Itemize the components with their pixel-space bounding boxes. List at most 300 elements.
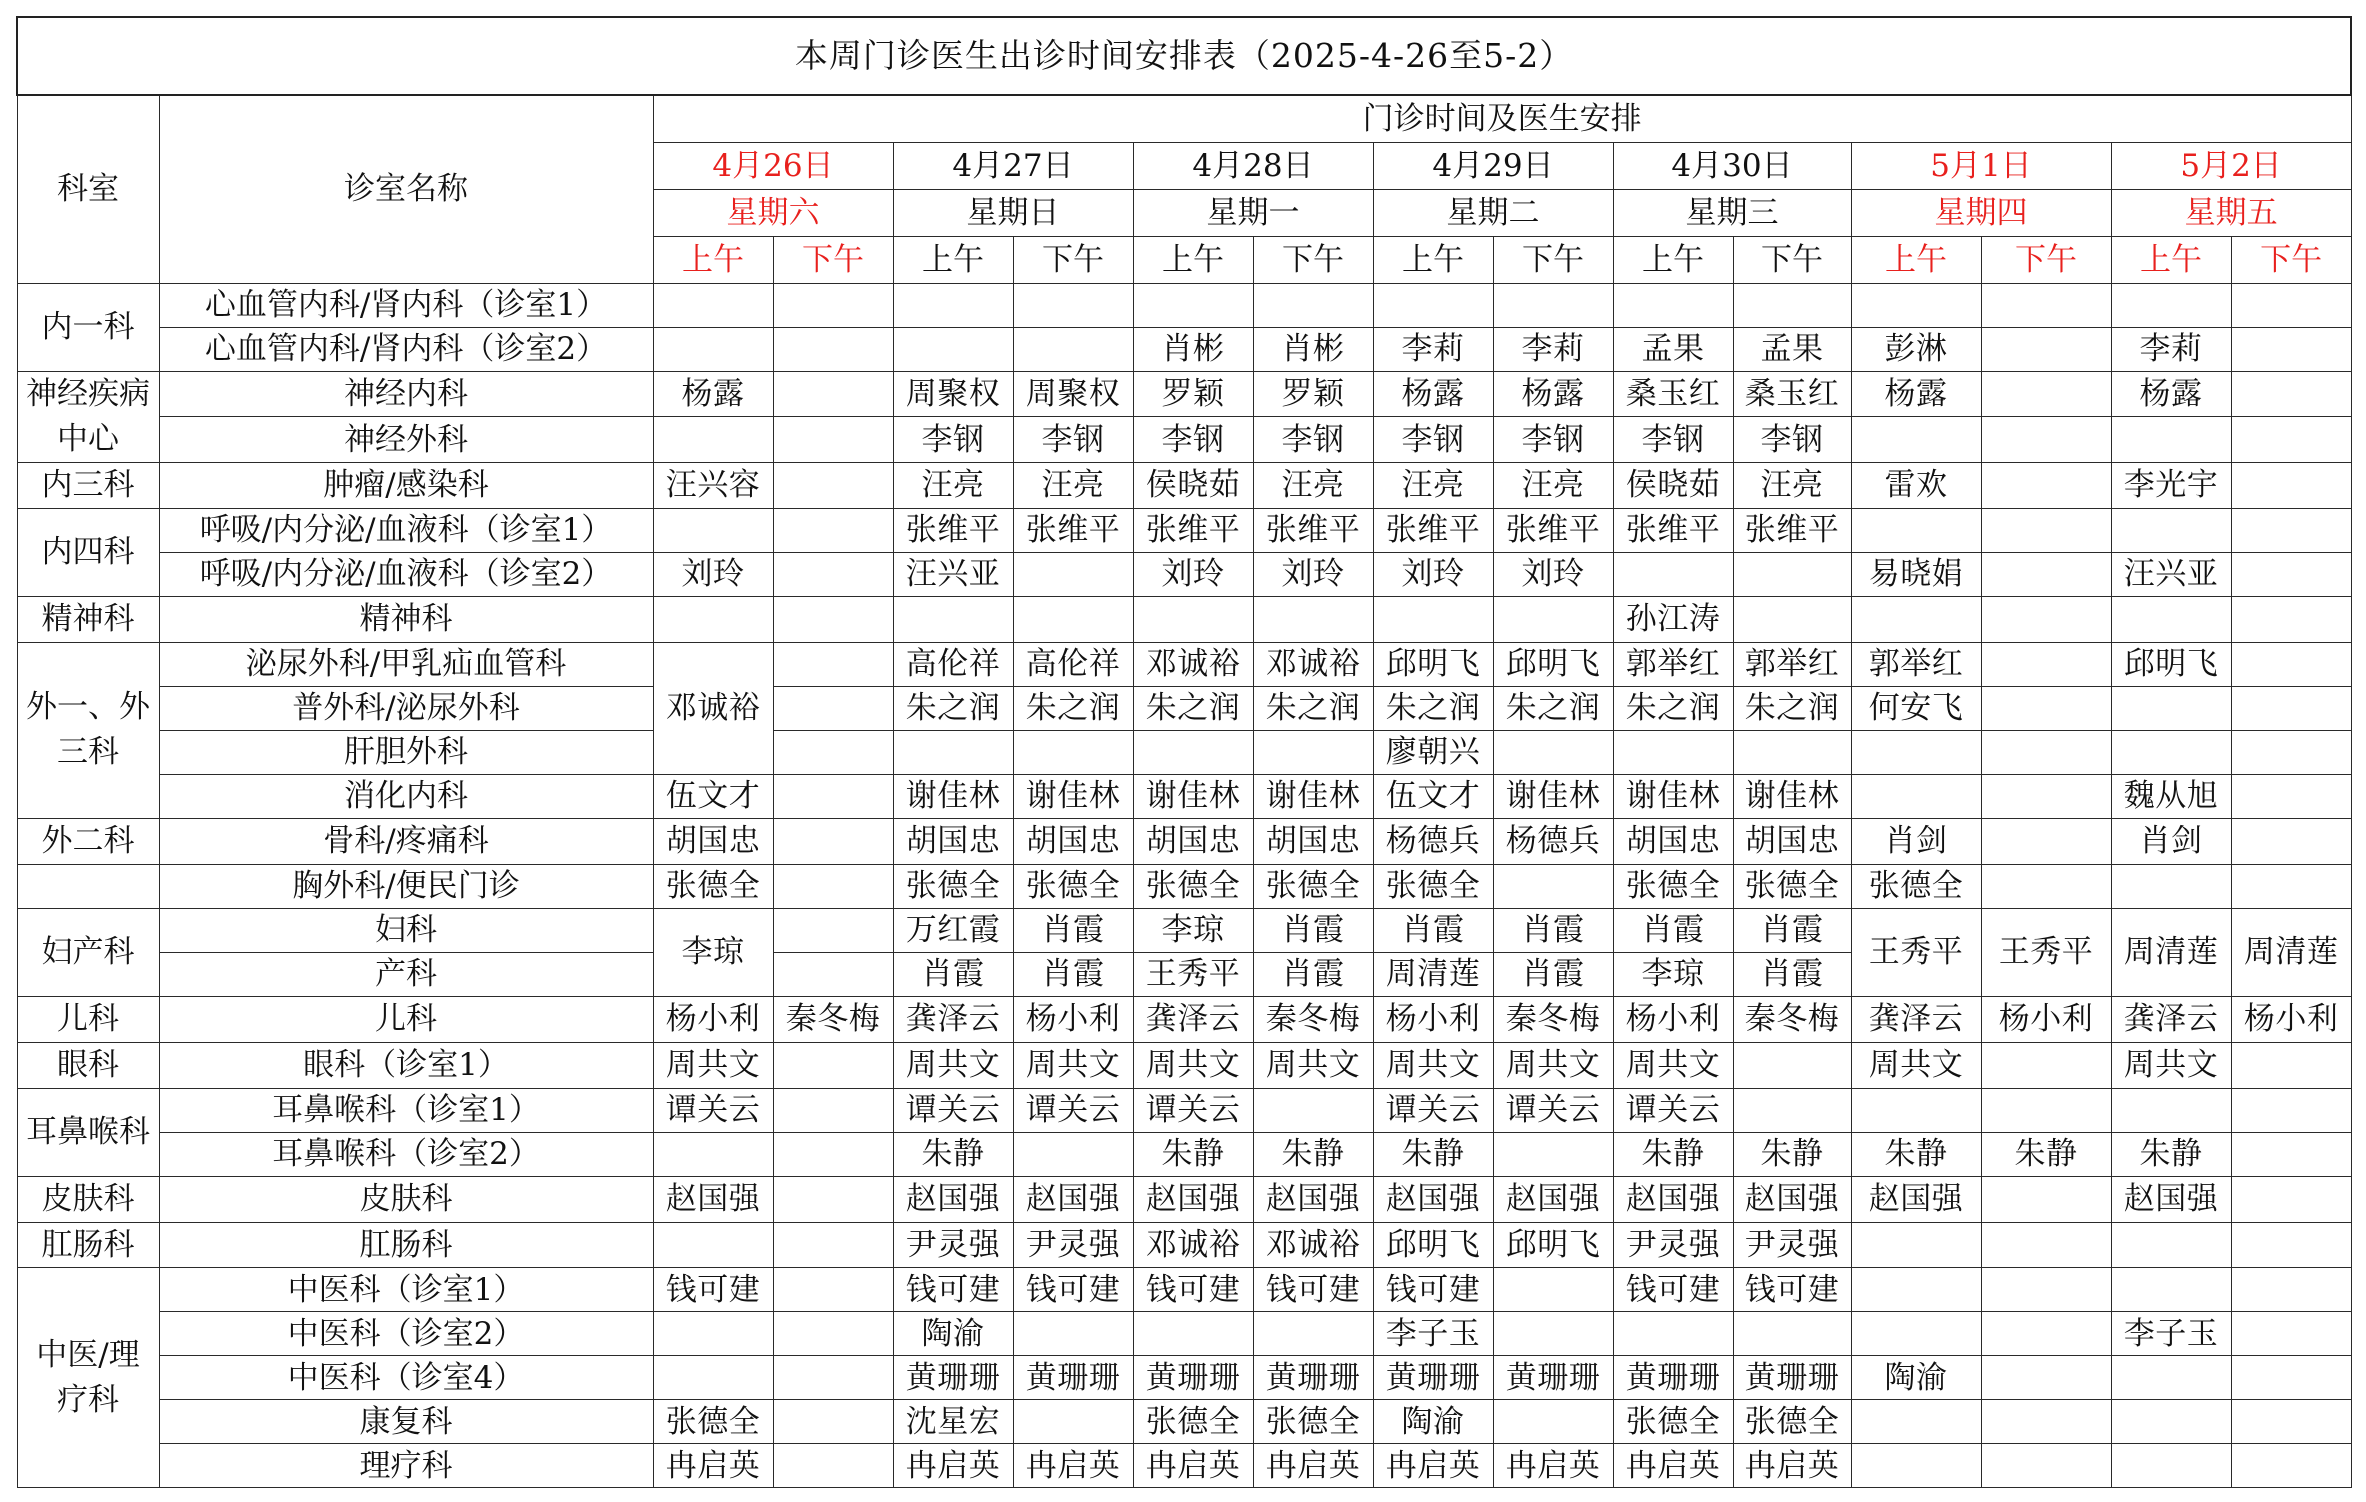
dept-name: 肛肠科 [17, 1222, 159, 1268]
doctor-cell: 邓诚裕 [1253, 642, 1373, 686]
doctor-cell: 周清莲 [2231, 908, 2351, 996]
doctor-cell: 肖霞 [1733, 908, 1851, 952]
dept-name: 内三科 [17, 462, 159, 508]
doctor-cell [1253, 1088, 1373, 1132]
doctor-cell: 张维平 [1613, 508, 1733, 552]
pm-label: 下午 [1013, 237, 1133, 284]
doctor-cell [2231, 1088, 2351, 1132]
room-name: 普外科/泌尿外科 [159, 686, 653, 730]
doctor-cell [1981, 642, 2111, 686]
doctor-cell: 赵国强 [1373, 1176, 1493, 1222]
doctor-cell: 李琼 [1613, 952, 1733, 996]
doctor-cell [773, 908, 893, 952]
doctor-cell: 杨露 [1493, 372, 1613, 417]
doctor-cell: 张德全 [1733, 1400, 1851, 1444]
doctor-cell [1013, 730, 1133, 774]
doctor-cell: 朱之润 [1013, 686, 1133, 730]
doctor-cell: 谭关云 [1613, 1088, 1733, 1132]
room-name: 皮肤科 [159, 1176, 653, 1222]
doctor-cell [1981, 1444, 2111, 1488]
doctor-cell: 张德全 [1733, 864, 1851, 908]
doctor-cell: 朱之润 [1373, 686, 1493, 730]
am-label: 上午 [2111, 237, 2231, 284]
doctor-cell: 赵国强 [1493, 1176, 1613, 1222]
doctor-cell: 朱之润 [1733, 686, 1851, 730]
doctor-cell: 肖霞 [1373, 908, 1493, 952]
doctor-cell: 杨德兵 [1493, 818, 1613, 864]
doctor-cell [1733, 552, 1851, 596]
table-row [17, 818, 2351, 864]
doctor-cell: 尹灵强 [893, 1222, 1013, 1268]
doctor-cell [773, 1042, 893, 1088]
room-name: 妇科 [159, 908, 653, 952]
doctor-cell: 廖朝兴 [1373, 730, 1493, 774]
day-date: 5月1日 [1851, 143, 2111, 190]
doctor-cell: 龚泽云 [1851, 996, 1981, 1042]
table-row [17, 284, 2351, 328]
doctor-cell [773, 552, 893, 596]
doctor-cell [2111, 284, 2231, 328]
doctor-cell [1733, 596, 1851, 642]
doctor-cell [1733, 1088, 1851, 1132]
doctor-cell: 冉启英 [1133, 1444, 1253, 1488]
day-date: 4月29日 [1373, 143, 1613, 190]
table-row [17, 686, 2351, 730]
doctor-cell: 雷欢 [1851, 462, 1981, 508]
doctor-cell [1493, 596, 1613, 642]
doctor-cell [653, 596, 773, 642]
table-row [17, 552, 2351, 596]
doctor-cell [1133, 1312, 1253, 1356]
doctor-cell [1981, 1312, 2111, 1356]
dept-name: 耳鼻喉科 [17, 1088, 159, 1176]
doctor-cell: 朱之润 [893, 686, 1013, 730]
doctor-cell [773, 864, 893, 908]
doctor-cell: 邱明飞 [2111, 642, 2231, 686]
doctor-cell [1851, 730, 1981, 774]
doctor-cell [2111, 730, 2231, 774]
room-name: 心血管内科/肾内科（诊室2） [159, 328, 653, 372]
doctor-cell: 杨小利 [1013, 996, 1133, 1042]
doctor-cell: 龚泽云 [893, 996, 1013, 1042]
day-weekday: 星期五 [2111, 190, 2351, 237]
doctor-cell: 王秀平 [1981, 908, 2111, 996]
doctor-cell [1851, 1312, 1981, 1356]
day-weekday: 星期四 [1851, 190, 2111, 237]
doctor-cell [1981, 864, 2111, 908]
room-name: 泌尿外科/甲乳疝血管科 [159, 642, 653, 686]
doctor-cell: 胡国忠 [1733, 818, 1851, 864]
room-name: 心血管内科/肾内科（诊室1） [159, 284, 653, 328]
doctor-cell: 周共文 [1851, 1042, 1981, 1088]
doctor-cell: 刘玲 [653, 552, 773, 596]
doctor-cell [2231, 642, 2351, 686]
doctor-cell: 杨小利 [1613, 996, 1733, 1042]
doctor-cell [1253, 596, 1373, 642]
doctor-cell [1493, 1312, 1613, 1356]
doctor-cell: 尹灵强 [1013, 1222, 1133, 1268]
am-label: 上午 [893, 237, 1013, 284]
doctor-cell: 黄珊珊 [1013, 1356, 1133, 1400]
doctor-cell: 胡国忠 [1133, 818, 1253, 864]
doctor-cell: 秦冬梅 [1733, 996, 1851, 1042]
doctor-cell [1981, 372, 2111, 417]
doctor-cell: 张德全 [1253, 1400, 1373, 1444]
doctor-cell: 谢佳林 [1613, 774, 1733, 818]
doctor-cell: 肖彬 [1253, 328, 1373, 372]
pm-label: 下午 [1981, 237, 2111, 284]
doctor-cell: 谭关云 [893, 1088, 1013, 1132]
room-name: 产科 [159, 952, 653, 996]
table-row [17, 1268, 2351, 1312]
doctor-cell: 黄珊珊 [1133, 1356, 1253, 1400]
doctor-cell: 魏从旭 [2111, 774, 2231, 818]
am-label: 上午 [1851, 237, 1981, 284]
doctor-cell [2231, 818, 2351, 864]
doctor-cell: 冉启英 [1733, 1444, 1851, 1488]
doctor-cell [653, 328, 773, 372]
doctor-cell: 张德全 [1253, 864, 1373, 908]
doctor-cell: 肖霞 [1733, 952, 1851, 996]
doctor-cell: 尹灵强 [1733, 1222, 1851, 1268]
doctor-cell: 邓诚裕 [1133, 642, 1253, 686]
doctor-cell: 赵国强 [1613, 1176, 1733, 1222]
doctor-cell: 肖霞 [1253, 908, 1373, 952]
doctor-cell: 周共文 [1133, 1042, 1253, 1088]
doctor-cell [1851, 417, 1981, 462]
doctor-cell: 杨小利 [653, 996, 773, 1042]
doctor-cell: 高伦祥 [893, 642, 1013, 686]
schedule-table [16, 16, 2352, 1488]
doctor-cell [1981, 552, 2111, 596]
doctor-cell [773, 328, 893, 372]
doctor-cell: 杨德兵 [1373, 818, 1493, 864]
doctor-cell [1981, 1400, 2111, 1444]
doctor-cell: 赵国强 [893, 1176, 1013, 1222]
doctor-cell [2231, 686, 2351, 730]
doctor-cell [2231, 1268, 2351, 1312]
room-name: 康复科 [159, 1400, 653, 1444]
day-weekday: 星期一 [1133, 190, 1373, 237]
doctor-cell [1981, 818, 2111, 864]
doctor-cell: 赵国强 [1013, 1176, 1133, 1222]
doctor-cell: 周清莲 [2111, 908, 2231, 996]
doctor-cell: 高伦祥 [1013, 642, 1133, 686]
table-row [17, 1042, 2351, 1088]
doctor-cell: 刘玲 [1133, 552, 1253, 596]
doctor-cell: 朱静 [1133, 1132, 1253, 1176]
doctor-cell [773, 508, 893, 552]
doctor-cell [1493, 1268, 1613, 1312]
table-row [17, 372, 2351, 417]
doctor-cell [653, 284, 773, 328]
doctor-cell [1981, 462, 2111, 508]
doctor-cell [2111, 596, 2231, 642]
doctor-cell: 肖霞 [1013, 908, 1133, 952]
doctor-cell [1373, 284, 1493, 328]
doctor-cell [1253, 284, 1373, 328]
doctor-cell [2231, 596, 2351, 642]
doctor-cell: 周共文 [1013, 1042, 1133, 1088]
doctor-cell [2231, 552, 2351, 596]
pm-label: 下午 [1493, 237, 1613, 284]
doctor-cell: 王秀平 [1133, 952, 1253, 996]
doctor-cell: 胡国忠 [893, 818, 1013, 864]
doctor-cell: 陶渝 [893, 1312, 1013, 1356]
doctor-cell [2111, 417, 2231, 462]
doctor-cell [773, 1088, 893, 1132]
doctor-cell: 张维平 [1733, 508, 1851, 552]
doctor-cell: 肖剑 [1851, 818, 1981, 864]
doctor-cell: 汪亮 [1013, 462, 1133, 508]
doctor-cell: 汪亮 [1733, 462, 1851, 508]
table-row [17, 864, 2351, 908]
doctor-cell: 胡国忠 [1013, 818, 1133, 864]
doctor-cell [1851, 774, 1981, 818]
doctor-cell: 钱可建 [1253, 1268, 1373, 1312]
doctor-cell: 肖彬 [1133, 328, 1253, 372]
doctor-cell: 刘玲 [1493, 552, 1613, 596]
doctor-cell: 赵国强 [1851, 1176, 1981, 1222]
header-dept: 科室 [17, 95, 159, 284]
doctor-cell: 朱静 [1373, 1132, 1493, 1176]
doctor-cell: 李钢 [1733, 417, 1851, 462]
pm-label: 下午 [2231, 237, 2351, 284]
doctor-cell: 张德全 [1613, 864, 1733, 908]
doctor-cell: 邓诚裕 [1133, 1222, 1253, 1268]
day-weekday: 星期三 [1613, 190, 1851, 237]
doctor-cell [893, 730, 1013, 774]
doctor-cell: 谢佳林 [1013, 774, 1133, 818]
doctor-cell: 谢佳林 [1253, 774, 1373, 818]
table-row [17, 596, 2351, 642]
doctor-cell: 朱之润 [1493, 686, 1613, 730]
doctor-cell: 李钢 [893, 417, 1013, 462]
doctor-cell: 郭举红 [1851, 642, 1981, 686]
doctor-cell [2231, 1400, 2351, 1444]
doctor-cell: 李钢 [1013, 417, 1133, 462]
doctor-cell [2231, 1042, 2351, 1088]
doctor-cell [1981, 1176, 2111, 1222]
doctor-cell: 朱之润 [1613, 686, 1733, 730]
doctor-cell: 杨露 [2111, 372, 2231, 417]
doctor-cell [2231, 1312, 2351, 1356]
pm-label: 下午 [1733, 237, 1851, 284]
doctor-cell: 龚泽云 [1133, 996, 1253, 1042]
doctor-cell [773, 596, 893, 642]
doctor-cell: 钱可建 [1613, 1268, 1733, 1312]
doctor-cell [1733, 284, 1851, 328]
doctor-cell: 胡国忠 [1613, 818, 1733, 864]
doctor-cell [1493, 1132, 1613, 1176]
doctor-cell [653, 1312, 773, 1356]
doctor-cell: 何安飞 [1851, 686, 1981, 730]
doctor-cell: 朱静 [1981, 1132, 2111, 1176]
doctor-cell [773, 1400, 893, 1444]
room-name: 儿科 [159, 996, 653, 1042]
doctor-cell: 张维平 [1133, 508, 1253, 552]
doctor-cell [773, 1132, 893, 1176]
doctor-cell [1981, 774, 2111, 818]
room-name: 骨科/疼痛科 [159, 818, 653, 864]
doctor-cell: 周共文 [1493, 1042, 1613, 1088]
doctor-cell: 杨小利 [1373, 996, 1493, 1042]
doctor-cell: 朱静 [1733, 1132, 1851, 1176]
doctor-cell: 李琼 [653, 908, 773, 996]
doctor-cell: 黄珊珊 [1493, 1356, 1613, 1400]
doctor-cell [653, 1356, 773, 1400]
doctor-cell: 胡国忠 [653, 818, 773, 864]
doctor-cell [2231, 1356, 2351, 1400]
doctor-cell [1133, 284, 1253, 328]
doctor-cell: 陶渝 [1851, 1356, 1981, 1400]
doctor-cell: 冉启英 [1013, 1444, 1133, 1488]
doctor-cell [773, 284, 893, 328]
table-row [17, 730, 2351, 774]
doctor-cell [653, 417, 773, 462]
doctor-cell: 李莉 [1493, 328, 1613, 372]
doctor-cell: 汪兴亚 [2111, 552, 2231, 596]
dept-name: 儿科 [17, 996, 159, 1042]
doctor-cell [2111, 508, 2231, 552]
doctor-cell [2111, 1356, 2231, 1400]
doctor-cell: 肖霞 [1493, 908, 1613, 952]
doctor-cell: 谭关云 [1373, 1088, 1493, 1132]
doctor-cell [2231, 1222, 2351, 1268]
doctor-cell: 张维平 [1493, 508, 1613, 552]
doctor-cell [773, 1222, 893, 1268]
am-label: 上午 [653, 237, 773, 284]
doctor-cell: 邱明飞 [1493, 1222, 1613, 1268]
doctor-cell: 李钢 [1133, 417, 1253, 462]
doctor-cell [2111, 686, 2231, 730]
doctor-cell [1013, 328, 1133, 372]
doctor-cell: 汪亮 [1493, 462, 1613, 508]
doctor-cell [1981, 284, 2111, 328]
doctor-cell: 陶渝 [1373, 1400, 1493, 1444]
doctor-cell: 杨露 [1373, 372, 1493, 417]
doctor-cell [893, 284, 1013, 328]
doctor-cell: 肖剑 [2111, 818, 2231, 864]
doctor-cell [2231, 417, 2351, 462]
pm-label: 下午 [773, 237, 893, 284]
doctor-cell: 肖霞 [1253, 952, 1373, 996]
doctor-cell: 黄珊珊 [893, 1356, 1013, 1400]
doctor-cell: 易晓娟 [1851, 552, 1981, 596]
doctor-cell: 冉启英 [1493, 1444, 1613, 1488]
doctor-cell: 赵国强 [1253, 1176, 1373, 1222]
doctor-cell: 赵国强 [653, 1176, 773, 1222]
doctor-cell [1981, 508, 2111, 552]
day-weekday: 星期日 [893, 190, 1133, 237]
doctor-cell [1493, 1400, 1613, 1444]
doctor-cell [1851, 1088, 1981, 1132]
doctor-cell: 赵国强 [1733, 1176, 1851, 1222]
doctor-cell: 冉启英 [653, 1444, 773, 1488]
doctor-cell: 朱静 [1851, 1132, 1981, 1176]
doctor-cell [2231, 864, 2351, 908]
doctor-cell: 张德全 [1013, 864, 1133, 908]
room-name: 胸外科/便民门诊 [159, 864, 653, 908]
doctor-cell: 李琼 [1133, 908, 1253, 952]
doctor-cell: 邓诚裕 [1253, 1222, 1373, 1268]
table-row [17, 1176, 2351, 1222]
doctor-cell [1133, 596, 1253, 642]
doctor-cell: 周共文 [653, 1042, 773, 1088]
doctor-cell [1851, 1222, 1981, 1268]
doctor-cell: 黄珊珊 [1613, 1356, 1733, 1400]
doctor-cell [1981, 1222, 2111, 1268]
doctor-cell: 周共文 [2111, 1042, 2231, 1088]
doctor-cell [1253, 730, 1373, 774]
table-row [17, 1400, 2351, 1444]
doctor-cell [2231, 1444, 2351, 1488]
doctor-cell [893, 596, 1013, 642]
doctor-cell [773, 686, 893, 730]
doctor-cell: 赵国强 [2111, 1176, 2231, 1222]
doctor-cell [2111, 1400, 2231, 1444]
table-row [17, 1312, 2351, 1356]
doctor-cell [1493, 284, 1613, 328]
dept-name: 眼科 [17, 1042, 159, 1088]
dept-name: 精神科 [17, 596, 159, 642]
doctor-cell: 冉启英 [1373, 1444, 1493, 1488]
doctor-cell [1851, 1268, 1981, 1312]
doctor-cell [1851, 1400, 1981, 1444]
dept-name: 外二科 [17, 818, 159, 864]
doctor-cell: 李钢 [1373, 417, 1493, 462]
doctor-cell [1013, 1400, 1133, 1444]
room-name: 中医科（诊室1） [159, 1268, 653, 1312]
doctor-cell: 伍文才 [1373, 774, 1493, 818]
doctor-cell [1253, 1312, 1373, 1356]
doctor-cell [2231, 328, 2351, 372]
doctor-cell: 龚泽云 [2111, 996, 2231, 1042]
doctor-cell [1851, 508, 1981, 552]
doctor-cell: 冉启英 [1253, 1444, 1373, 1488]
dept-name [17, 864, 159, 908]
room-name: 肿瘤/感染科 [159, 462, 653, 508]
table-row [17, 508, 2351, 552]
doctor-cell [893, 328, 1013, 372]
doctor-cell: 朱之润 [1133, 686, 1253, 730]
doctor-cell: 肖霞 [1493, 952, 1613, 996]
room-name: 肝胆外科 [159, 730, 653, 774]
doctor-cell: 刘玲 [1373, 552, 1493, 596]
room-name: 耳鼻喉科（诊室1） [159, 1088, 653, 1132]
room-name: 神经外科 [159, 417, 653, 462]
doctor-cell: 赵国强 [1133, 1176, 1253, 1222]
doctor-cell [1613, 730, 1733, 774]
doctor-cell [773, 1268, 893, 1312]
doctor-cell [2111, 1222, 2231, 1268]
doctor-cell [1981, 730, 2111, 774]
doctor-cell: 钱可建 [1733, 1268, 1851, 1312]
doctor-cell: 汪亮 [1373, 462, 1493, 508]
doctor-cell: 谢佳林 [1133, 774, 1253, 818]
doctor-cell [1981, 1356, 2111, 1400]
doctor-cell: 张德全 [1133, 864, 1253, 908]
doctor-cell [2231, 774, 2351, 818]
doctor-cell [1851, 1444, 1981, 1488]
room-name: 肛肠科 [159, 1222, 653, 1268]
dept-name: 皮肤科 [17, 1176, 159, 1222]
doctor-cell [1733, 1312, 1851, 1356]
doctor-cell: 李子玉 [2111, 1312, 2231, 1356]
doctor-cell: 张德全 [1373, 864, 1493, 908]
day-date: 4月30日 [1613, 143, 1851, 190]
doctor-cell: 汪亮 [1253, 462, 1373, 508]
